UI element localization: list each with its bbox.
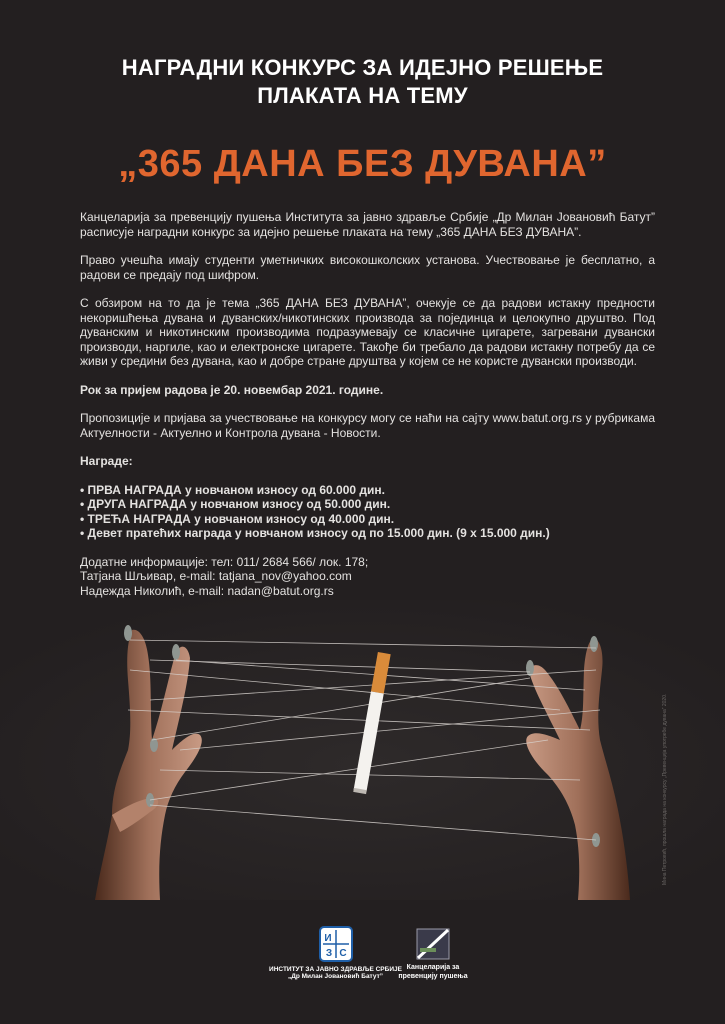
prize-item-second: • ДРУГА НАГРАДА у новчаном износу од 50.000 дин. [80, 497, 655, 512]
institute-logo [268, 926, 403, 980]
heading-line-2: ПЛАКАТА НА ТЕМУ [257, 83, 468, 108]
left-nail-index [124, 625, 132, 641]
propositions-paragraph: Пропозиције и пријава за учествовање на конкурсу могу се наћи на сајту www.batut.org.rs у рубрикама Актуелности - Актуелно и Контрола дувана - Новости. [80, 411, 655, 440]
contact-info [80, 555, 655, 599]
left-nail-ring [150, 738, 158, 752]
photo-credit: Мина Петровић, прошла награда на конкурсу „Превенција употребе дувана” 2020. [662, 693, 668, 885]
emblem-letter-3: С [338, 948, 347, 959]
prizes-title: Награде: [80, 454, 133, 468]
prize-item-first: • ПРВА НАГРАДА у новчаном износу од 60.000 дин. [80, 483, 655, 498]
heading-line-1: НАГРАДНИ КОНКУРС ЗА ИДЕЈНО РЕШЕЊЕ [121, 55, 604, 80]
institute-name: ИНСТИТУТ ЗА ЈАВНО ЗДРАВЉЕ СРБИЈЕ [269, 966, 402, 973]
deadline-paragraph: Рок за пријем радова је 20. новембар 2021. године. [80, 382, 384, 397]
prize-item-additional: • Девет пратећих награда у новчаном износу од по 15.000 дин. (9 x 15.000 дин.) [80, 526, 655, 541]
office-logo [395, 928, 471, 981]
office-name-line-1: Канцеларија за [406, 964, 460, 971]
left-nail-middle [172, 644, 180, 660]
contact-phone: Додатне информације: тел: 011/ 2684 566/ лок. 178; [80, 554, 369, 569]
office-name-line-2: превенцију пушења [398, 973, 468, 980]
emblem-letter-2: З [325, 948, 332, 959]
institute-emblem-icon [319, 926, 353, 962]
poster-slogan: „365 ДАНА БЕЗ ДУВАНА” [118, 143, 607, 185]
intro-paragraph: Канцеларија за превенцију пушења Института за јавно здравље Србије „Др Милан Јовановић Батут” расписује наградни конкурс за идејно решење плаката на тему „365 ДАНА БЕЗ ДУВАНА”. [80, 210, 655, 239]
announcement-text [80, 210, 655, 598]
hands-cigarette-illustration [0, 600, 725, 900]
contact-nadezda: Надежда Николић, e-mail: nadan@batut.org.rs [80, 583, 334, 598]
prize-list [80, 483, 655, 541]
contact-tatjana: Татјана Шљивар, e-mail: tatjana_nov@yahoo.com [80, 569, 352, 583]
institute-subname: „Др Милан Јовановић Батут” [287, 973, 384, 980]
right-nail-middle [526, 660, 534, 676]
prize-item-third: • ТРЕЋА НАГРАДА у новчаном износу од 40.000 дин. [80, 512, 655, 527]
theme-paragraph: С обзиром на то да је тема „365 ДАНА БЕЗ ДУВАНА”, очекује се да радови истакну предности некоришћења дувана и дуванских/никотинских производа за појединца и целокупно друштво. Под дуванским и никотинским производима подразумевају се класичне цигарете, загревани дувански производи, наргиле, као и електронске цигарете. Такође би требало да радови истакну потребу да се живи у средини без дувана, као и добре стране друштва у којем се не користе дувански производи. [80, 296, 655, 368]
right-nail-index [590, 636, 598, 652]
emblem-letter-1: И [323, 933, 332, 944]
poster-heading [0, 54, 725, 110]
eligibility-paragraph: Право учешћа имају студенти уметничких високошколских установа. Учествовање је бесплатно, а радови се предају под шифром. [80, 253, 655, 282]
no-smoking-office-icon [416, 928, 450, 960]
